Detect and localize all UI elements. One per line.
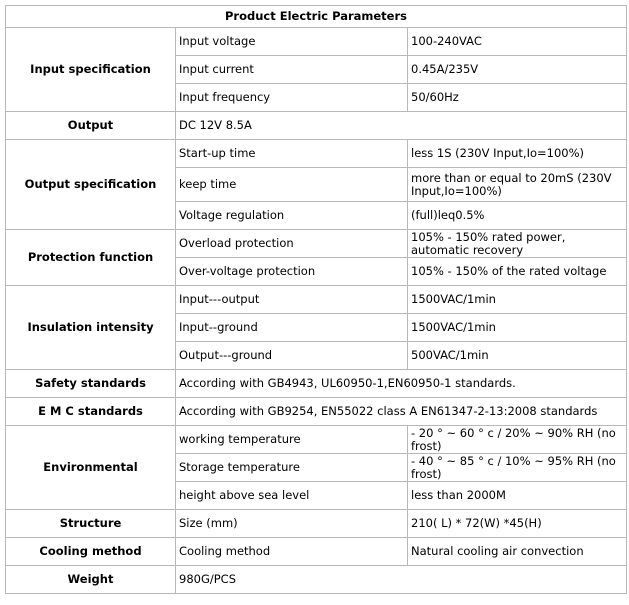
- value-input-output: 1500VAC/1min: [408, 286, 627, 314]
- value-working-temperature: [408, 426, 627, 454]
- param-cooling-method: Cooling method: [176, 538, 408, 566]
- value-weight: 980G/PCS: [176, 566, 627, 594]
- param-keep-time: keep time: [176, 168, 408, 202]
- value-input-frequency: 50/60Hz: [408, 84, 627, 112]
- param-input-frequency: Input frequency: [176, 84, 408, 112]
- group-weight: Weight: [6, 566, 176, 594]
- value-safety-standards: According with GB4943, UL60950-1,EN60950-1 standards.: [176, 370, 627, 398]
- value-cooling-method: Natural cooling air convection: [408, 538, 627, 566]
- param-over-voltage-protection: Over-voltage protection: [176, 258, 408, 286]
- group-structure: Structure: [6, 510, 176, 538]
- value-output: DC 12V 8.5A: [176, 112, 627, 140]
- value-voltage-regulation: (full)leq0.5%: [408, 202, 627, 230]
- param-height-above-sea-level: height above sea level: [176, 482, 408, 510]
- value-size: 210( L) * 72(W) *45(H): [408, 510, 627, 538]
- value-input-current: 0.45A/235V: [408, 56, 627, 84]
- group-safety-standards: Safety standards: [6, 370, 176, 398]
- value-input-ground: 1500VAC/1min: [408, 314, 627, 342]
- param-input-current: Input current: [176, 56, 408, 84]
- group-insulation-intensity: Insulation intensity: [6, 286, 176, 370]
- param-working-temperature: working temperature: [176, 426, 408, 454]
- value-keep-time: more than or equal to 20mS (230V Input,Io=100%): [408, 168, 627, 202]
- group-input-specification: Input specification: [6, 28, 176, 112]
- value-height-above-sea-level: less than 2000M: [408, 482, 627, 510]
- param-size: Size (mm): [176, 510, 408, 538]
- parameters-table: [5, 5, 627, 594]
- param-start-up-time: Start-up time: [176, 140, 408, 168]
- param-input-ground: Input--ground: [176, 314, 408, 342]
- value-output-ground: 500VAC/1min: [408, 342, 627, 370]
- value-emc-standards: According with GB9254, EN55022 class A EN61347-2-13:2008 standards: [176, 398, 627, 426]
- param-input-output: Input---output: [176, 286, 408, 314]
- value-working-temperature-text: - 20 ° ~ 60 ° c / 20% ~ 90% RH (no frost): [411, 426, 616, 453]
- value-storage-temperature: [408, 454, 627, 482]
- value-over-voltage-protection: 105% - 150% of the rated voltage: [408, 258, 627, 286]
- group-environmental: Environmental: [6, 426, 176, 510]
- value-storage-temperature-text: - 40 ° ~ 85 ° c / 10% ~ 95% RH (no frost): [411, 454, 616, 481]
- value-overload-protection: [408, 230, 627, 258]
- group-output: Output: [6, 112, 176, 140]
- group-emc-standards: E M C standards: [6, 398, 176, 426]
- table-title: Product Electric Parameters: [6, 6, 627, 28]
- param-storage-temperature: Storage temperature: [176, 454, 408, 482]
- param-output-ground: Output---ground: [176, 342, 408, 370]
- value-start-up-time: less 1S (230V Input,Io=100%): [408, 140, 627, 168]
- param-overload-protection: Overload protection: [176, 230, 408, 258]
- group-cooling-method: Cooling method: [6, 538, 176, 566]
- param-input-voltage: Input voltage: [176, 28, 408, 56]
- value-input-voltage: 100-240VAC: [408, 28, 627, 56]
- group-protection-function: Protection function: [6, 230, 176, 286]
- value-overload-protection-text: 105% - 150% rated power, automatic recovery: [411, 230, 566, 257]
- param-voltage-regulation: Voltage regulation: [176, 202, 408, 230]
- group-output-specification: Output specification: [6, 140, 176, 230]
